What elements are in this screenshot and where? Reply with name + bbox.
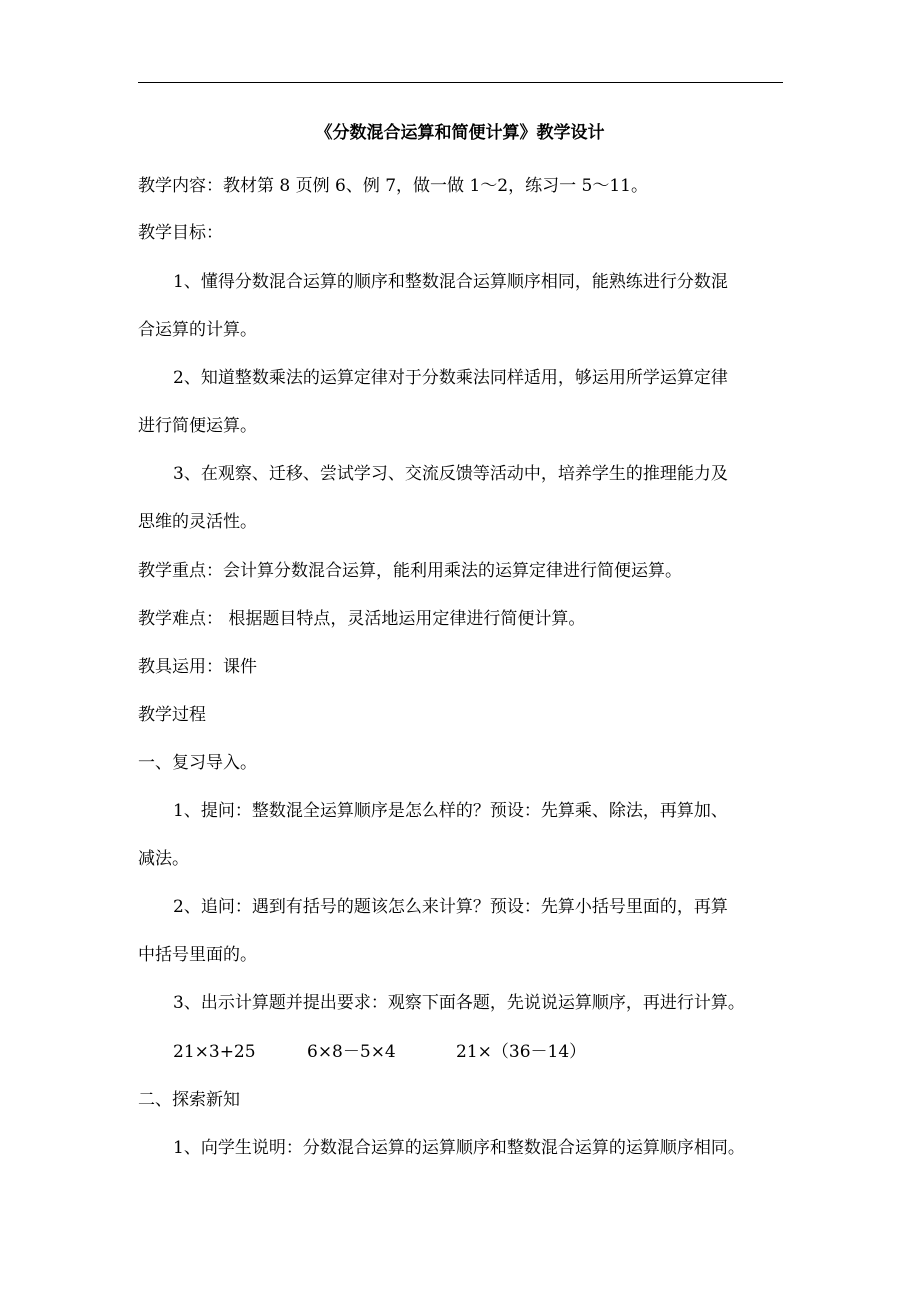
goal-1-line-1: 1、懂得分数混合运算的顺序和整数混合运算顺序相同，能熟练进行分数混 [173,272,728,292]
goals-heading: 教学目标： [138,223,223,243]
difficulty-point: 教学难点： 根据题目特点，灵活地运用定律进行简便计算。 [138,609,586,629]
teaching-tools: 教具运用：课件 [138,657,257,677]
document-title: 《分数混合运算和简便计算》教学设计 [315,123,605,143]
goal-2-line-2: 进行简便运算。 [138,416,257,436]
expression-1: 21×3+25 [173,1042,256,1062]
process-heading: 教学过程 [138,705,206,725]
goal-1-line-2: 合运算的计算。 [138,320,257,340]
key-point: 教学重点：会计算分数混合运算，能利用乘法的运算定律进行简便运算。 [138,561,682,581]
review-1-line-1: 1、提问：整数混全运算顺序是怎么样的？预设：先算乘、除法，再算加、 [173,801,728,821]
section-1-heading: 一、复习导入。 [138,753,257,773]
goal-3-line-1: 3、在观察、迁移、尝试学习、交流反馈等活动中，培养学生的推理能力及 [173,464,728,484]
explore-1: 1、向学生说明：分数混合运算的运算顺序和整数混合运算的运算顺序相同。 [173,1138,745,1158]
section-2-heading: 二、探索新知 [138,1090,240,1110]
review-2-line-1: 2、追问：遇到有括号的题该怎么来计算？预设：先算小括号里面的，再算 [173,897,728,917]
review-2-line-2: 中括号里面的。 [138,945,257,965]
goal-2-line-1: 2、知道整数乘法的运算定律对于分数乘法同样适用，够运用所学运算定律 [173,368,728,388]
header-rule [138,82,783,83]
expression-2: 6×8－5×4 [307,1042,396,1062]
review-3: 3、出示计算题并提出要求：观察下面各题，先说说运算顺序，再进行计算。 [173,993,745,1013]
expression-3: 21×（36－14） [456,1042,587,1062]
goal-3-line-2: 思维的灵活性。 [138,512,257,532]
review-1-line-2: 减法。 [138,849,189,869]
teaching-content: 教学内容：教材第 8 页例 6、例 7，做一做 1～2，练习一 5～11。 [138,176,648,196]
